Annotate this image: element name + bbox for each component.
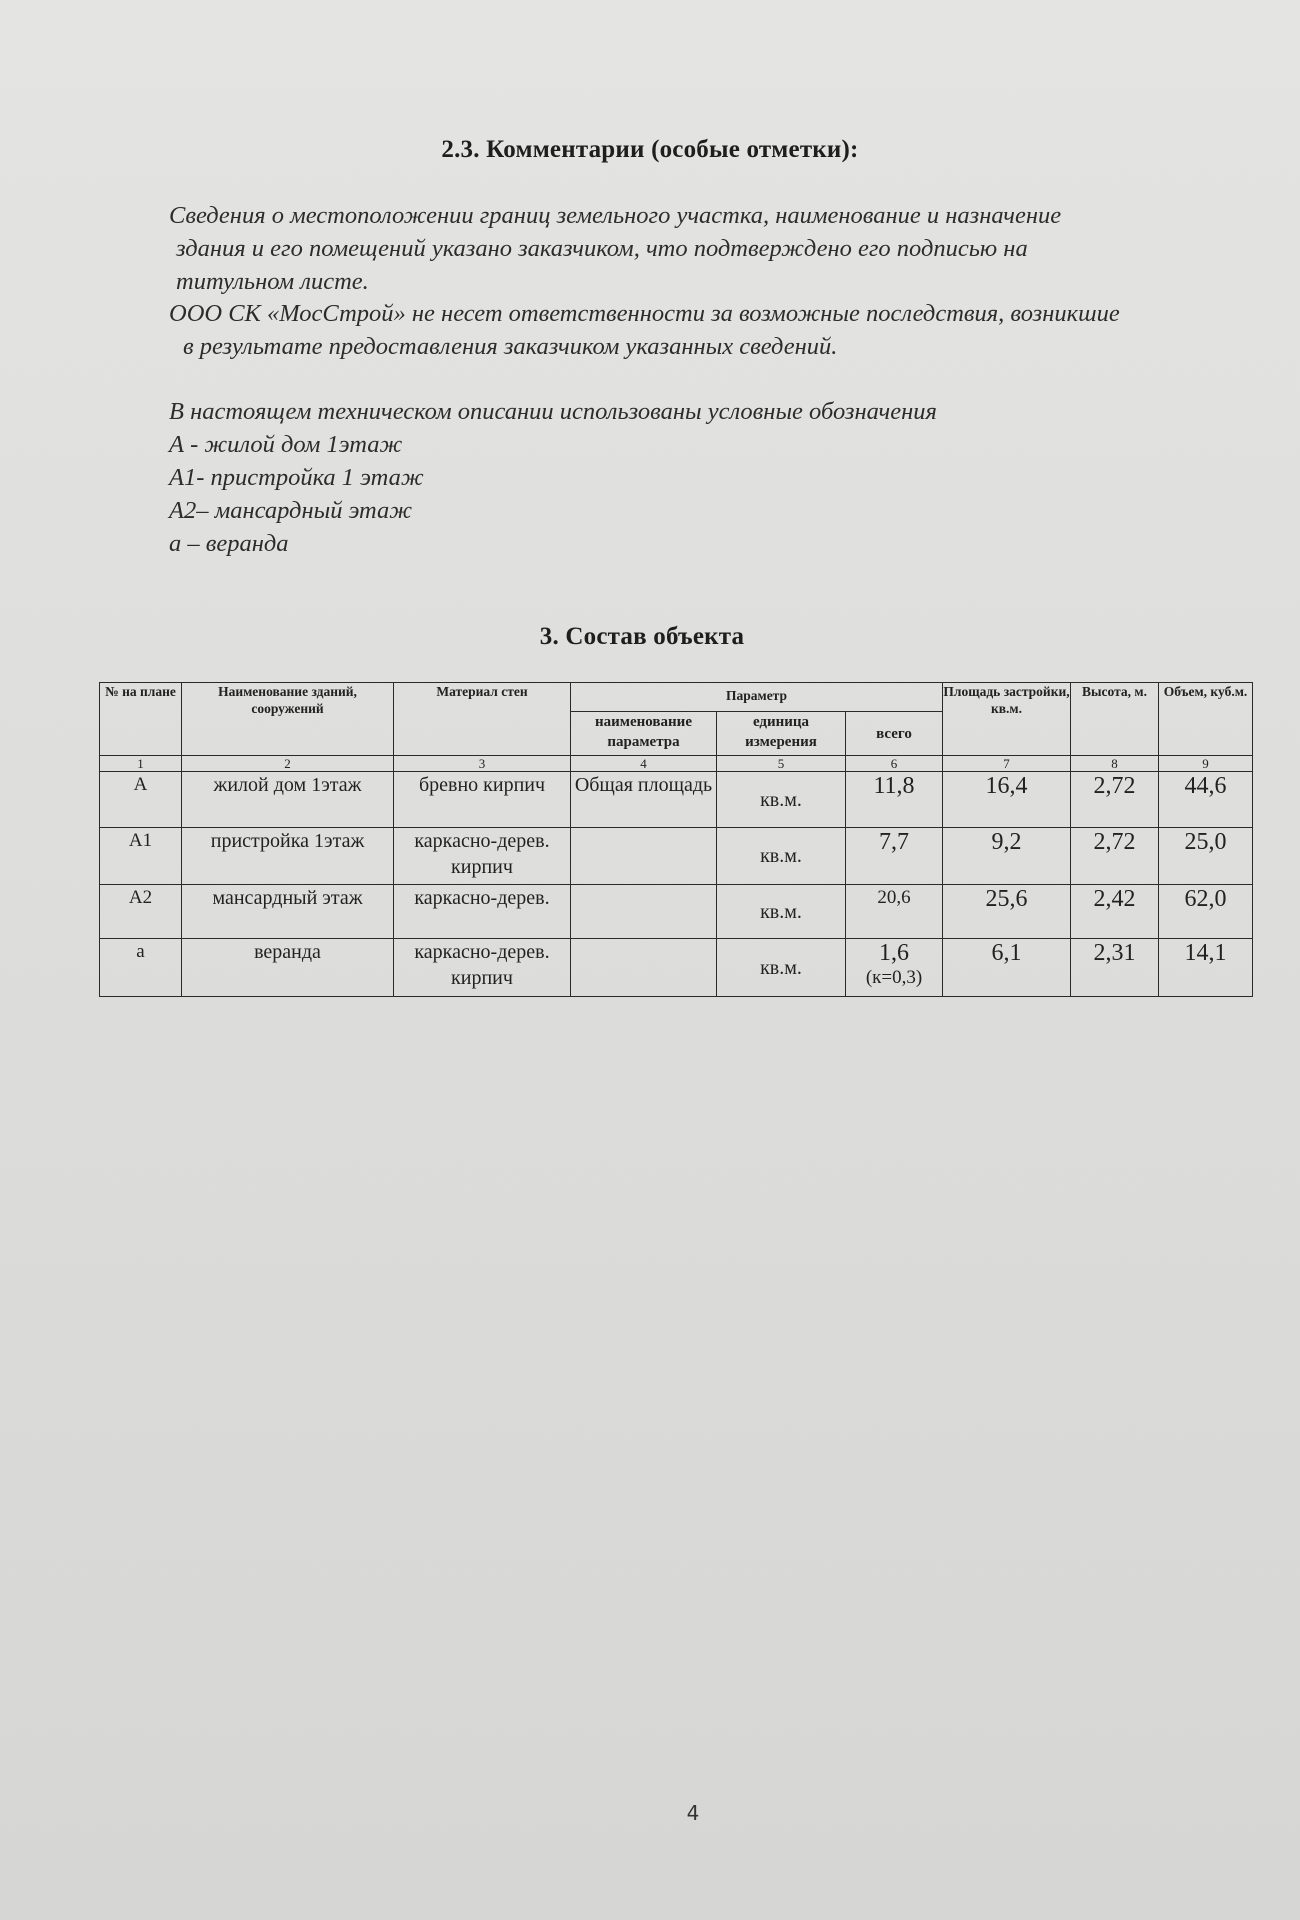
header-height: Высота, м.: [1071, 683, 1159, 756]
column-number: 7: [943, 756, 1071, 772]
cell-param-name: Общая площадь: [571, 772, 717, 828]
cell-total: [846, 885, 943, 939]
cell-unit: кв.м.: [717, 939, 846, 997]
header-parameter-name: наименование параметра: [571, 712, 717, 756]
header-volume: Объем, куб.м.: [1159, 683, 1253, 756]
header-parameter-group: Параметр: [571, 683, 943, 712]
comments-heading: 2.3. Комментарии (особые отметки):: [441, 136, 859, 163]
cell-name: мансардный этаж: [182, 885, 394, 939]
comment-line-1: Сведения о местоположении границ земельного участка, наименование и назначение: [169, 202, 1062, 229]
cell-total: [846, 772, 943, 828]
cell-plan: А: [100, 772, 182, 828]
comment-line-3: титульном листе.: [176, 268, 369, 295]
header-built-up-area: Площадь застройки, кв.м.: [943, 683, 1071, 756]
header-unit: единица измерения: [717, 712, 846, 756]
cell-unit: кв.м.: [717, 828, 846, 885]
cell-param-name: [571, 828, 717, 885]
cell-material: каркасно-дерев. кирпич: [394, 939, 571, 997]
table-row: [100, 828, 1253, 885]
column-number: 8: [1071, 756, 1159, 772]
column-number: 1: [100, 756, 182, 772]
legend-intro: В настоящем техническом описании использованы условные обозначения: [169, 398, 937, 425]
column-number: 5: [717, 756, 846, 772]
total-value: 7,7: [879, 829, 909, 855]
cell-unit: кв.м.: [717, 885, 846, 939]
cell-name: веранда: [182, 939, 394, 997]
table-row: [100, 939, 1253, 997]
cell-param-name: [571, 939, 717, 997]
header-total: всего: [846, 712, 943, 756]
table-row: [100, 772, 1253, 828]
cell-plan: А2: [100, 885, 182, 939]
column-number: 9: [1159, 756, 1253, 772]
cell-area: 9,2: [943, 828, 1071, 885]
cell-plan: А1: [100, 828, 182, 885]
legend-item: а – веранда: [169, 530, 289, 557]
cell-volume: 44,6: [1159, 772, 1253, 828]
cell-unit: кв.м.: [717, 772, 846, 828]
page-number: 4: [686, 1801, 700, 1825]
header-building-name: Наименование зданий, сооружений: [182, 683, 394, 756]
cell-volume: 62,0: [1159, 885, 1253, 939]
cell-name: жилой дом 1этаж: [182, 772, 394, 828]
column-number: 3: [394, 756, 571, 772]
cell-volume: 25,0: [1159, 828, 1253, 885]
cell-height: 2,72: [1071, 828, 1159, 885]
header-plan-number: № на плане: [100, 683, 182, 756]
column-number: 4: [571, 756, 717, 772]
cell-plan: а: [100, 939, 182, 997]
cell-name: пристройка 1этаж: [182, 828, 394, 885]
legend-item: А2– мансардный этаж: [169, 497, 413, 524]
legend-item: А1- пристройка 1 этаж: [169, 464, 424, 491]
cell-height: 2,42: [1071, 885, 1159, 939]
comment-line-2: здания и его помещений указано заказчиком, что подтверждено его подписью на: [176, 235, 1028, 262]
object-composition-heading: 3. Состав объекта: [539, 623, 745, 650]
cell-material: каркасно-дерев.: [394, 885, 571, 939]
cell-material: каркасно-дерев. кирпич: [394, 828, 571, 885]
total-note: (к=0,3): [865, 967, 923, 988]
cell-height: 2,31: [1071, 939, 1159, 997]
table-row: [100, 885, 1253, 939]
cell-material: бревно кирпич: [394, 772, 571, 828]
total-value: 20,6: [877, 887, 911, 908]
comment-line-4: ООО СК «МосСтрой» не несет ответственности за возможные последствия, возникшие: [169, 300, 1120, 327]
total-value: 11,8: [873, 773, 915, 799]
column-number: 2: [182, 756, 394, 772]
cell-total: [846, 939, 943, 997]
cell-total: [846, 828, 943, 885]
legend-item: А - жилой дом 1этаж: [169, 431, 403, 458]
cell-area: 25,6: [943, 885, 1071, 939]
comment-line-5: в результате предоставления заказчиком указанных сведений.: [183, 333, 838, 360]
cell-area: 16,4: [943, 772, 1071, 828]
column-number-row: [100, 756, 1253, 772]
column-number: 6: [846, 756, 943, 772]
header-wall-material: Материал стен: [394, 683, 571, 756]
cell-volume: 14,1: [1159, 939, 1253, 997]
cell-param-name: [571, 885, 717, 939]
cell-height: 2,72: [1071, 772, 1159, 828]
object-composition-table: [99, 682, 1253, 997]
total-value: 1,6: [879, 940, 909, 966]
cell-area: 6,1: [943, 939, 1071, 997]
